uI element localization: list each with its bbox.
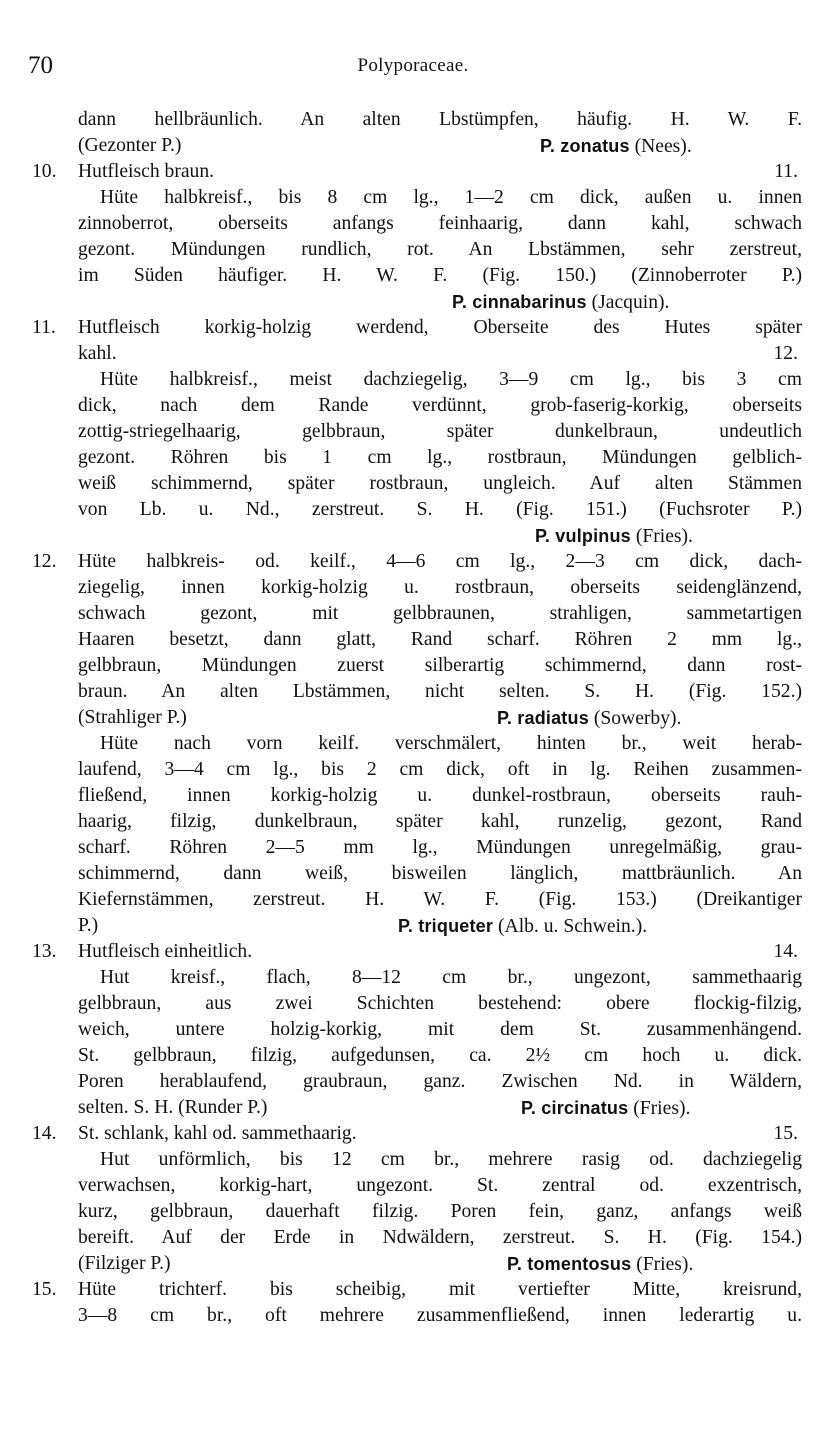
- key-number: 11.: [32, 317, 56, 338]
- line-text: St. gelbbraun, filzig, aufgedunsen, ca. 2½ cm hoch u. dick.: [78, 1045, 802, 1066]
- text-line: [0, 887, 830, 913]
- key-reference: 11.: [774, 161, 798, 182]
- line-text: schwach gezont, mit gelbbraunen, strahligen, sammetartigen: [78, 603, 802, 624]
- line-text: Hutfleisch einheitlich.: [78, 941, 253, 962]
- text-line: [0, 315, 830, 341]
- key-number: 14.: [32, 1123, 57, 1144]
- line-text: gezont. Mündungen rundlich, rot. An Lbstämmen, sehr zerstreut,: [78, 239, 802, 260]
- text-line: [0, 1095, 830, 1121]
- species-name: [535, 523, 693, 550]
- species-author: (Fries).: [633, 1098, 691, 1119]
- text-line: [0, 731, 830, 757]
- text-line: [0, 1147, 830, 1173]
- line-text: im Süden häufiger. H. W. F. (Fig. 150.) (Zinnoberroter P.): [78, 265, 802, 286]
- text-line: [0, 419, 830, 445]
- line-text: von Lb. u. Nd., zerstreut. S. H. (Fig. 151.) (Fuchsroter P.): [78, 499, 802, 520]
- key-number: 15.: [32, 1279, 57, 1300]
- text-line: [0, 1225, 830, 1251]
- line-text: kurz, gelbbraun, dauerhaft filzig. Poren fein, ganz, anfangs weiß: [78, 1201, 802, 1222]
- text-line: [0, 497, 830, 523]
- species-name: [507, 1251, 693, 1278]
- text-line: [0, 367, 830, 393]
- line-text: zinnoberrot, oberseits anfangs feinhaarig, dann kahl, schwach: [78, 213, 802, 234]
- text-line: [0, 861, 830, 887]
- species-name: [521, 1095, 690, 1122]
- text-line: [0, 965, 830, 991]
- line-text: (Filziger P.): [78, 1253, 171, 1274]
- line-text: scharf. Röhren 2—5 mm lg., Mündungen unregelmäßig, grau-: [78, 837, 802, 858]
- line-text: braun. An alten Lbstämmen, nicht selten. S. H. (Fig. 152.): [78, 681, 802, 702]
- text-line: [0, 263, 830, 289]
- key-number: 13.: [32, 941, 57, 962]
- line-text: verwachsen, korkig-hart, ungezont. St. zentral od. exzentrisch,: [78, 1175, 802, 1196]
- text-line: [0, 1121, 830, 1147]
- line-text: (Gezonter P.): [78, 135, 182, 156]
- species-author: (Nees).: [634, 136, 692, 157]
- text-line: [0, 471, 830, 497]
- line-text: dann hellbräunlich. An alten Lbstümpfen, häufig. H. W. F.: [78, 109, 802, 130]
- text-line: [0, 159, 830, 185]
- text-line: [0, 679, 830, 705]
- line-text: Kiefernstämmen, zerstreut. H. W. F. (Fig. 153.) (Dreikantiger: [78, 889, 802, 910]
- text-line: [0, 1277, 830, 1303]
- species-name: [540, 133, 692, 160]
- line-text: laufend, 3—4 cm lg., bis 2 cm dick, oft in lg. Reihen zusammen-: [78, 759, 802, 780]
- line-text: Hutfleisch braun.: [78, 161, 215, 182]
- text-line: [0, 1199, 830, 1225]
- text-line: [0, 237, 830, 263]
- text-line: [0, 1043, 830, 1069]
- line-text: ziegelig, innen korkig-holzig u. rostbraun, oberseits seidenglänzend,: [78, 577, 802, 598]
- line-text: weiß schimmernd, später rostbraun, ungleich. Auf alten Stämmen: [78, 473, 802, 494]
- species-binomial: P. circinatus: [521, 1098, 629, 1118]
- line-text: weich, untere holzig-korkig, mit dem St. zusammenhängend.: [78, 1019, 802, 1040]
- text-line: [0, 523, 830, 549]
- species-name: [452, 289, 669, 316]
- text-line: [0, 913, 830, 939]
- text-line: [0, 939, 830, 965]
- line-text: Hüte halbkreisf., bis 8 cm lg., 1—2 cm dick, außen u. innen: [100, 187, 802, 208]
- line-text: Haaren besetzt, dann glatt, Rand scharf. Röhren 2 mm lg.,: [78, 629, 802, 650]
- line-text: Hüte nach vorn keilf. verschmälert, hinten br., weit herab-: [100, 733, 802, 754]
- text-line: [0, 783, 830, 809]
- text-line: [0, 1069, 830, 1095]
- text-line: [0, 627, 830, 653]
- species-author: (Fries).: [635, 526, 693, 547]
- key-number: 12.: [32, 551, 57, 572]
- text-line: [0, 393, 830, 419]
- text-line: [0, 445, 830, 471]
- text-line: [0, 757, 830, 783]
- line-text: haarig, filzig, dunkelbraun, später kahl, runzelig, gezont, Rand: [78, 811, 802, 832]
- text-line: [0, 1251, 830, 1277]
- text-line: [0, 809, 830, 835]
- line-text: gelbbraun, aus zwei Schichten bestehend: obere flockig-filzig,: [78, 993, 802, 1014]
- line-text: gelbbraun, Mündungen zuerst silberartig schimmernd, dann rost-: [78, 655, 802, 676]
- text-line: [0, 835, 830, 861]
- line-text: schimmernd, dann weiß, bisweilen länglich, mattbräunlich. An: [78, 863, 802, 884]
- species-author: (Sowerby).: [593, 708, 682, 729]
- species-binomial: P. tomentosus: [507, 1254, 632, 1274]
- key-reference: 14.: [773, 941, 798, 962]
- line-text: P.): [78, 915, 99, 936]
- line-text: bereift. Auf der Erde in Ndwäldern, zerstreut. S. H. (Fig. 154.): [78, 1227, 802, 1248]
- species-binomial: P. radiatus: [497, 708, 589, 728]
- species-name: [398, 913, 647, 940]
- line-text: Poren herablaufend, graubraun, ganz. Zwischen Nd. in Wäldern,: [78, 1071, 802, 1092]
- text-line: [0, 185, 830, 211]
- species-binomial: P. triqueter: [398, 916, 494, 936]
- page-number: 70: [28, 52, 53, 79]
- text-line: [0, 601, 830, 627]
- line-text: Hüte halbkreis- od. keilf., 4—6 cm lg., 2—3 cm dick, dach-: [78, 551, 802, 572]
- text-line: [0, 549, 830, 575]
- text-line: [0, 575, 830, 601]
- text-line: [0, 705, 830, 731]
- text-line: [0, 1017, 830, 1043]
- line-text: Hüte halbkreisf., meist dachziegelig, 3—9 cm lg., bis 3 cm: [100, 369, 802, 390]
- line-text: dick, nach dem Rande verdünnt, grob-faserig-korkig, oberseits: [78, 395, 802, 416]
- line-text: gezont. Röhren bis 1 cm lg., rostbraun, Mündungen gelblich-: [78, 447, 802, 468]
- line-text: (Strahliger P.): [78, 707, 187, 728]
- text-line: [0, 211, 830, 237]
- page-header: [28, 52, 798, 82]
- line-text: Hut unförmlich, bis 12 cm br., mehrere rasig od. dachziegelig: [100, 1149, 802, 1170]
- line-text: 3—8 cm br., oft mehrere zusammenfließend, innen lederartig u.: [78, 1305, 802, 1326]
- key-text: [0, 107, 830, 1329]
- text-line: [0, 1173, 830, 1199]
- text-line: [0, 107, 830, 133]
- text-line: [0, 341, 830, 367]
- key-number: 10.: [32, 161, 57, 182]
- line-text: selten. S. H. (Runder P.): [78, 1097, 268, 1118]
- key-reference: 15.: [773, 1123, 798, 1144]
- line-text: Hut kreisf., flach, 8—12 cm br., ungezont, sammethaarig: [100, 967, 802, 988]
- line-text: Hüte trichterf. bis scheibig, mit vertiefter Mitte, kreisrund,: [78, 1279, 802, 1300]
- line-text: kahl.: [78, 343, 117, 364]
- species-binomial: P. cinnabarinus: [452, 292, 587, 312]
- species-author: (Alb. u. Schwein.).: [498, 916, 648, 937]
- species-name: [497, 705, 681, 732]
- text-line: [0, 133, 830, 159]
- line-text: Hutfleisch korkig-holzig werdend, Oberseite des Hutes später: [78, 317, 802, 338]
- line-text: fließend, innen korkig-holzig u. dunkel-rostbraun, oberseits rauh-: [78, 785, 802, 806]
- line-text: zottig-striegelhaarig, gelbbraun, später dunkelbraun, undeutlich: [78, 421, 802, 442]
- text-line: [0, 1303, 830, 1329]
- species-author: (Fries).: [636, 1254, 694, 1275]
- species-binomial: P. vulpinus: [535, 526, 631, 546]
- text-line: [0, 653, 830, 679]
- species-binomial: P. zonatus: [540, 136, 630, 156]
- text-line: [0, 289, 830, 315]
- key-reference: 12.: [773, 343, 798, 364]
- running-head: Polyporaceae.: [357, 55, 469, 76]
- text-line: [0, 991, 830, 1017]
- line-text: St. schlank, kahl od. sammethaarig.: [78, 1123, 357, 1144]
- species-author: (Jacquin).: [591, 292, 670, 313]
